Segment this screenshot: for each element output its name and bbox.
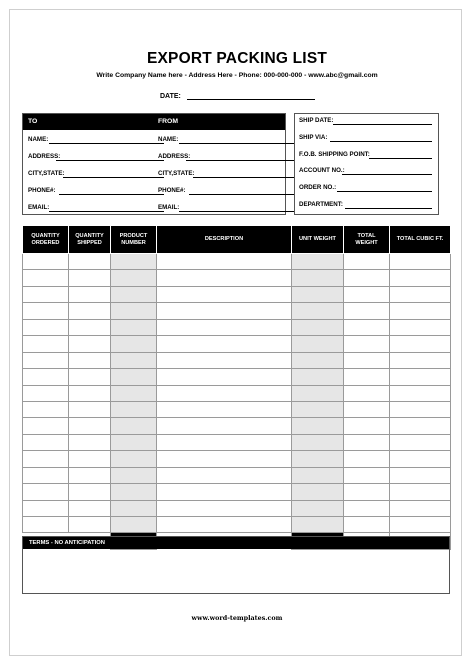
from-field-input[interactable]	[193, 177, 295, 178]
table-cell[interactable]	[292, 484, 344, 500]
table-cell[interactable]	[344, 451, 390, 467]
table-cell[interactable]	[157, 500, 292, 516]
table-cell[interactable]	[111, 467, 157, 483]
table-cell[interactable]	[292, 500, 344, 516]
col-total-weight: TOTAL WEIGHT	[344, 226, 390, 254]
from-field-label: CITY,STATE:	[158, 170, 195, 177]
table-row	[23, 484, 451, 500]
table-cell[interactable]	[69, 286, 111, 302]
table-cell[interactable]	[157, 517, 292, 533]
table-cell[interactable]	[157, 319, 292, 335]
table-row	[23, 286, 451, 302]
table-cell[interactable]	[344, 467, 390, 483]
table-cell[interactable]	[344, 401, 390, 417]
table-row	[23, 336, 451, 352]
table-cell[interactable]	[69, 418, 111, 434]
table-cell[interactable]	[390, 418, 451, 434]
table-cell[interactable]	[23, 434, 69, 450]
col-description: DESCRIPTION	[157, 226, 292, 254]
table-cell[interactable]	[292, 418, 344, 434]
table-cell[interactable]	[390, 336, 451, 352]
table-cell[interactable]	[344, 484, 390, 500]
date-row	[160, 92, 315, 100]
table-cell[interactable]	[157, 286, 292, 302]
table-cell[interactable]	[23, 385, 69, 401]
terms-area[interactable]	[23, 549, 449, 593]
table-cell[interactable]	[292, 336, 344, 352]
table-cell[interactable]	[390, 434, 451, 450]
to-label: TO	[28, 118, 38, 125]
table-cell[interactable]	[23, 500, 69, 516]
table-cell[interactable]	[292, 286, 344, 302]
table-cell[interactable]	[344, 303, 390, 319]
table-cell[interactable]	[111, 517, 157, 533]
table-cell[interactable]	[292, 369, 344, 385]
table-cell[interactable]	[69, 336, 111, 352]
shipping-field-input[interactable]	[345, 208, 432, 209]
from-field-label: ADDRESS:	[158, 153, 191, 160]
to-from-header	[23, 114, 285, 130]
table-row	[23, 434, 451, 450]
table-cell[interactable]	[23, 467, 69, 483]
table-cell[interactable]	[69, 401, 111, 417]
table-cell[interactable]	[69, 369, 111, 385]
items-table	[22, 225, 451, 550]
terms-label: TERMS - NO ANTICIPATION	[23, 537, 449, 549]
to-field-input[interactable]	[49, 143, 164, 144]
to-field-label: EMAIL:	[28, 204, 50, 211]
table-cell[interactable]	[344, 286, 390, 302]
table-cell[interactable]	[292, 451, 344, 467]
page-title: EXPORT PACKING LIST	[146, 50, 328, 67]
shipping-field-input[interactable]	[333, 124, 432, 125]
table-cell[interactable]	[23, 401, 69, 417]
table-cell[interactable]	[23, 451, 69, 467]
table-cell[interactable]	[69, 500, 111, 516]
table-cell[interactable]	[157, 484, 292, 500]
table-cell[interactable]	[344, 270, 390, 286]
from-field-input[interactable]	[189, 194, 295, 195]
table-cell[interactable]	[157, 434, 292, 450]
table-cell[interactable]	[23, 319, 69, 335]
table-cell[interactable]	[69, 303, 111, 319]
to-field-input[interactable]	[63, 177, 164, 178]
from-field-input[interactable]	[186, 160, 295, 161]
table-row	[23, 467, 451, 483]
table-cell[interactable]	[23, 352, 69, 368]
shipping-field-input[interactable]	[337, 191, 432, 192]
table-cell[interactable]	[390, 369, 451, 385]
table-cell[interactable]	[23, 270, 69, 286]
table-row	[23, 303, 451, 319]
to-field-label: NAME:	[28, 136, 49, 143]
table-cell[interactable]	[344, 254, 390, 270]
table-cell[interactable]	[390, 451, 451, 467]
table-cell[interactable]	[292, 270, 344, 286]
table-cell[interactable]	[390, 319, 451, 335]
table-cell[interactable]	[23, 484, 69, 500]
table-cell[interactable]	[69, 270, 111, 286]
table-cell[interactable]	[157, 254, 292, 270]
table-cell[interactable]	[292, 352, 344, 368]
table-cell[interactable]	[69, 254, 111, 270]
shipping-field-label: SHIP VIA:	[299, 133, 328, 141]
to-field-label: PHONE#:	[28, 187, 56, 194]
date-field[interactable]	[187, 92, 315, 100]
to-field-input[interactable]	[59, 194, 164, 195]
table-cell[interactable]	[390, 303, 451, 319]
table-cell[interactable]	[390, 401, 451, 417]
table-cell[interactable]	[157, 369, 292, 385]
table-cell[interactable]	[111, 352, 157, 368]
table-cell[interactable]	[292, 467, 344, 483]
col-quantity-shipped: QUANTITY SHIPPED	[69, 226, 111, 254]
table-cell[interactable]	[111, 254, 157, 270]
table-cell[interactable]	[23, 418, 69, 434]
table-cell[interactable]	[390, 517, 451, 533]
table-cell[interactable]	[390, 286, 451, 302]
table-row	[23, 369, 451, 385]
table-cell[interactable]	[111, 434, 157, 450]
table-cell[interactable]	[157, 451, 292, 467]
table-cell[interactable]	[111, 401, 157, 417]
table-cell[interactable]	[111, 418, 157, 434]
from-field-label: EMAIL:	[158, 204, 180, 211]
table-row	[23, 270, 451, 286]
table-cell[interactable]	[390, 385, 451, 401]
shipping-section	[294, 113, 439, 215]
table-cell[interactable]	[292, 401, 344, 417]
col-total-cubic-ft: TOTAL CUBIC FT.	[390, 226, 451, 254]
col-quantity-ordered: QUANTITY ORDERED	[23, 226, 69, 254]
footer-site: www.word-templates.com	[191, 614, 283, 622]
table-cell[interactable]	[23, 286, 69, 302]
to-field-input[interactable]	[49, 211, 164, 212]
table-cell[interactable]	[23, 336, 69, 352]
terms-section	[22, 536, 450, 594]
table-cell[interactable]	[111, 286, 157, 302]
table-row	[23, 385, 451, 401]
from-label: FROM	[158, 118, 179, 125]
table-cell[interactable]	[292, 517, 344, 533]
table-cell[interactable]	[390, 270, 451, 286]
table-row	[23, 401, 451, 417]
table-row	[23, 517, 451, 533]
table-cell[interactable]	[390, 484, 451, 500]
shipping-field-input[interactable]	[342, 174, 432, 175]
col-product-number: PRODUCT NUMBER	[111, 226, 157, 254]
table-cell[interactable]	[344, 369, 390, 385]
table-cell[interactable]	[23, 254, 69, 270]
col-unit-weight: UNIT WEIGHT	[292, 226, 344, 254]
table-cell[interactable]	[292, 303, 344, 319]
table-cell[interactable]	[111, 336, 157, 352]
table-cell[interactable]	[344, 385, 390, 401]
from-field-input[interactable]	[179, 211, 295, 212]
shipping-field-input[interactable]	[330, 141, 432, 142]
table-cell[interactable]	[157, 385, 292, 401]
shipping-field-input[interactable]	[369, 158, 432, 159]
table-cell[interactable]	[157, 303, 292, 319]
date-label: DATE:	[160, 93, 181, 100]
shipping-field-label: DEPARTMENT:	[299, 201, 343, 208]
table-row	[23, 418, 451, 434]
company-info: Write Company Name here - Address Here - Phone: 000-000-000 - www.abc@gmail.com	[96, 72, 378, 79]
from-field-label: NAME:	[158, 136, 179, 143]
table-cell[interactable]	[157, 336, 292, 352]
table-cell[interactable]	[390, 352, 451, 368]
table-cell[interactable]	[292, 434, 344, 450]
table-cell[interactable]	[344, 319, 390, 335]
table-cell[interactable]	[23, 517, 69, 533]
table-cell[interactable]	[157, 401, 292, 417]
table-cell[interactable]	[111, 385, 157, 401]
table-cell[interactable]	[344, 418, 390, 434]
table-row	[23, 319, 451, 335]
table-row	[23, 500, 451, 516]
table-cell[interactable]	[69, 319, 111, 335]
table-cell[interactable]	[111, 451, 157, 467]
table-cell[interactable]	[157, 418, 292, 434]
table-cell[interactable]	[344, 500, 390, 516]
from-field-label: PHONE#:	[158, 187, 186, 194]
table-cell[interactable]	[69, 385, 111, 401]
to-from-section	[22, 113, 286, 215]
table-cell[interactable]	[157, 467, 292, 483]
table-cell[interactable]	[157, 270, 292, 286]
table-cell[interactable]	[390, 254, 451, 270]
to-field-input[interactable]	[56, 160, 164, 161]
table-cell[interactable]	[111, 270, 157, 286]
table-row	[23, 352, 451, 368]
table-cell[interactable]	[111, 369, 157, 385]
table-cell[interactable]	[69, 434, 111, 450]
table-cell[interactable]	[390, 467, 451, 483]
table-cell[interactable]	[69, 467, 111, 483]
table-cell[interactable]	[23, 303, 69, 319]
table-cell[interactable]	[111, 500, 157, 516]
table-header-row	[23, 226, 451, 254]
table-cell[interactable]	[69, 484, 111, 500]
table-cell[interactable]	[69, 517, 111, 533]
table-cell[interactable]	[292, 319, 344, 335]
table-cell[interactable]	[111, 319, 157, 335]
table-cell[interactable]	[292, 254, 344, 270]
table-cell[interactable]	[69, 451, 111, 467]
table-row	[23, 451, 451, 467]
table-cell[interactable]	[344, 352, 390, 368]
table-cell[interactable]	[344, 517, 390, 533]
shipping-field-label: ORDER NO.:	[299, 184, 337, 192]
table-cell[interactable]	[111, 303, 157, 319]
shipping-field-label: F.O.B. SHIPPING POINT:	[299, 150, 370, 158]
from-field-input[interactable]	[179, 143, 295, 144]
table-cell[interactable]	[157, 352, 292, 368]
table-cell[interactable]	[111, 484, 157, 500]
to-field-label: ADDRESS:	[28, 153, 61, 160]
table-cell[interactable]	[390, 500, 451, 516]
to-field-label: CITY,STATE:	[28, 170, 65, 177]
table-cell[interactable]	[69, 352, 111, 368]
table-row	[23, 254, 451, 270]
shipping-field-label: SHIP DATE:	[299, 117, 334, 124]
shipping-field-label: ACCOUNT NO.:	[299, 167, 345, 175]
table-cell[interactable]	[344, 336, 390, 352]
table-cell[interactable]	[23, 369, 69, 385]
table-cell[interactable]	[344, 434, 390, 450]
table-cell[interactable]	[292, 385, 344, 401]
